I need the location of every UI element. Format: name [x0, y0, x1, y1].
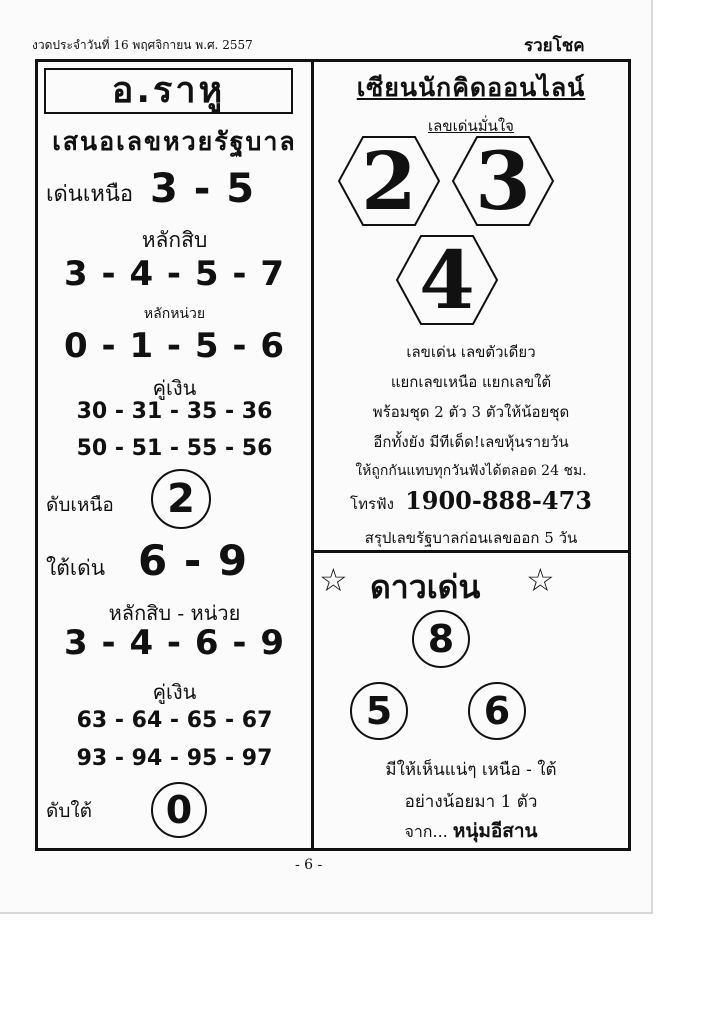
- phone-label: โทรฟัง: [350, 495, 394, 513]
- right-line-4: อีกทั้งยัง มีทีเด็ด!เลขหุ้นรายวัน: [373, 433, 569, 451]
- right-title: เซียนนักคิดออนไลน์: [356, 73, 586, 102]
- north-label: เด่นเหนือ: [46, 182, 134, 207]
- pairs2-row-2: 93 - 94 - 95 - 97: [76, 746, 273, 771]
- right-line-3: พร้อมชุด 2 ตัว 3 ตัวให้น้อยชุด: [372, 403, 570, 421]
- section-divider: [314, 550, 628, 553]
- units-value: 0 - 1 - 5 - 6: [64, 326, 285, 366]
- pairs-row-1: 30 - 31 - 35 - 36: [76, 399, 273, 424]
- dub-north-label: ดับเหนือ: [46, 494, 114, 516]
- hex-number-2: 3: [475, 134, 531, 228]
- star-number-circle-2: 5: [350, 682, 408, 740]
- dub-south-circle: 0: [151, 782, 207, 838]
- left-title: อ.ราหู: [44, 68, 293, 114]
- left-subtitle: เสนอเลขหวยรัฐบาล: [52, 127, 297, 156]
- south-label: ใต้เด่น: [46, 556, 106, 580]
- content-frame: [35, 59, 631, 851]
- right-subtitle: เลขเด่นมั่นใจ: [428, 117, 514, 135]
- magazine-name: รวยโชค: [524, 36, 585, 56]
- column-divider: [311, 62, 314, 848]
- issue-date: งวดประจำวันที่ 16 พฤศจิกายน พ.ศ. 2557: [32, 38, 253, 52]
- star-icon-right: ☆: [526, 561, 555, 599]
- right-line-6: สรุปเลขรัฐบาลก่อนเลขออก 5 วัน: [364, 529, 578, 547]
- right-line-2: แยกเลขเหนือ แยกเลขใต้: [390, 373, 552, 391]
- star-icon-left: ☆: [319, 561, 348, 599]
- pairs2-row-1: 63 - 64 - 65 - 67: [76, 708, 273, 733]
- units-label: หลักหน่วย: [143, 306, 206, 322]
- phone-number: 1900-888-473: [405, 486, 592, 515]
- right-line-1: เลขเด่น เลขตัวเดียว: [406, 343, 536, 361]
- page-number: - 6 -: [295, 857, 323, 873]
- credit-prefix: จาก...: [404, 822, 448, 841]
- pairs2-label: คู่เงิน: [152, 680, 197, 704]
- right-line-5: ให้ถูกกันแทบทุกวันฟังได้ตลอด 24 ชม.: [355, 463, 587, 479]
- star-line-2: อย่างน้อยมา 1 ตัว: [404, 792, 538, 812]
- credit-name: หนุ่มอีสาน: [452, 820, 538, 842]
- tens-value: 3 - 4 - 5 - 7: [64, 254, 285, 294]
- star-number-circle-3: 6: [468, 682, 526, 740]
- dub-north-circle: 2: [151, 469, 211, 529]
- tens-units-value: 3 - 4 - 6 - 9: [64, 623, 285, 663]
- tens-label: หลักสิบ: [141, 228, 208, 252]
- dub-south-label: ดับใต้: [46, 800, 93, 822]
- phone-row: [314, 486, 628, 516]
- hex-number-1: 2: [361, 134, 417, 228]
- star-credit: [314, 816, 628, 846]
- north-value: 3 - 5: [150, 166, 256, 212]
- pairs-label: คู่เงิน: [152, 376, 197, 400]
- star-line-1: มีให้เห็นแน่ๆ เหนือ - ใต้: [385, 760, 557, 780]
- pairs-row-2: 50 - 51 - 55 - 56: [76, 436, 273, 461]
- star-section-title: ดาวเด่น: [370, 568, 481, 606]
- star-number-circle-1: 8: [412, 610, 470, 668]
- hex-number-3: 4: [419, 233, 475, 327]
- south-value: 6 - 9: [138, 536, 249, 585]
- tens-units-label: หลักสิบ - หน่วย: [108, 601, 241, 625]
